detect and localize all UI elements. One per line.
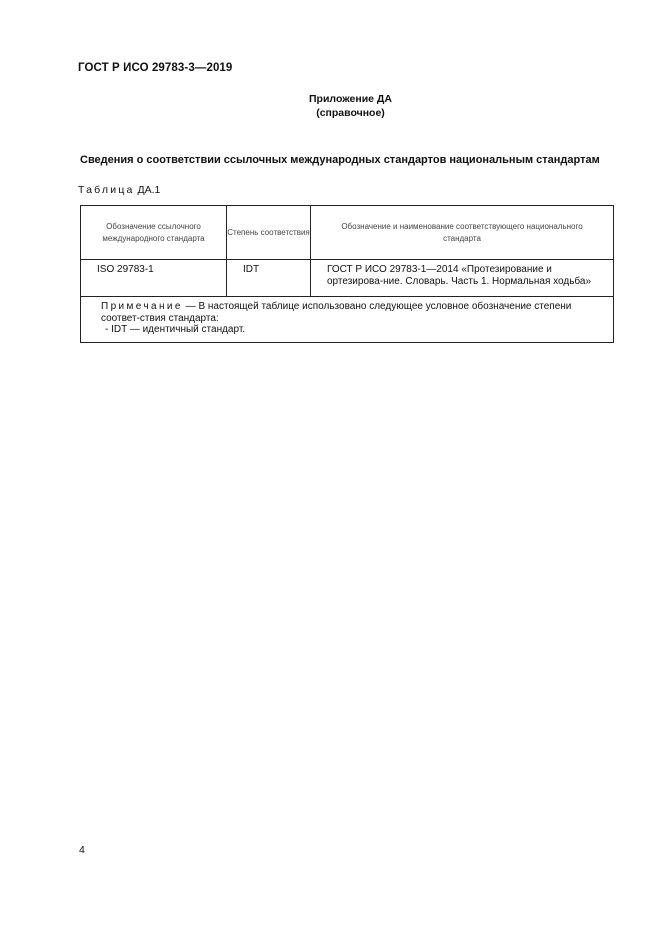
header-degree: Степень соответствия	[227, 206, 311, 260]
appendix-title: Приложение ДА	[309, 93, 392, 105]
appendix-subtitle: (справочное)	[316, 107, 385, 119]
note-list-item: - IDT — идентичный стандарт.	[105, 324, 246, 335]
table-caption-number: ДА.1	[137, 184, 161, 196]
header-national-standard: Обозначение и наименование соответствующего национального стандарта	[311, 206, 614, 260]
document-code: ГОСТ Р ИСО 29783-3—2019	[78, 62, 233, 74]
cell-national-standard: ГОСТ Р ИСО 29783-1—2014 «Протезирование и ортезирова-ние. Словарь. Часть 1. Нормальная ходьба»	[311, 260, 614, 297]
table-header-row	[81, 206, 614, 260]
table-note	[81, 297, 614, 343]
correspondence-table	[80, 205, 614, 343]
appendix-heading	[0, 92, 661, 120]
table-caption-word: Таблица	[78, 184, 135, 196]
note-text	[85, 301, 609, 324]
note-label: Примечание	[101, 301, 183, 312]
table-caption	[78, 184, 160, 196]
table-note-row	[81, 297, 614, 343]
cell-ref-standard: ISO 29783-1	[81, 260, 227, 297]
cell-degree: IDT	[227, 260, 311, 297]
header-ref-standard: Обозначение ссылочного международного стандарта	[81, 206, 227, 260]
section-title: Сведения о соответствии ссылочных международных стандартов национальным стандартам	[80, 154, 600, 166]
table-row	[81, 260, 614, 297]
note-body: — В настоящей таблице использовано следующее условное обозначение степени соответ-ствия стандарта:	[101, 301, 572, 324]
page-number: 4	[79, 844, 85, 856]
